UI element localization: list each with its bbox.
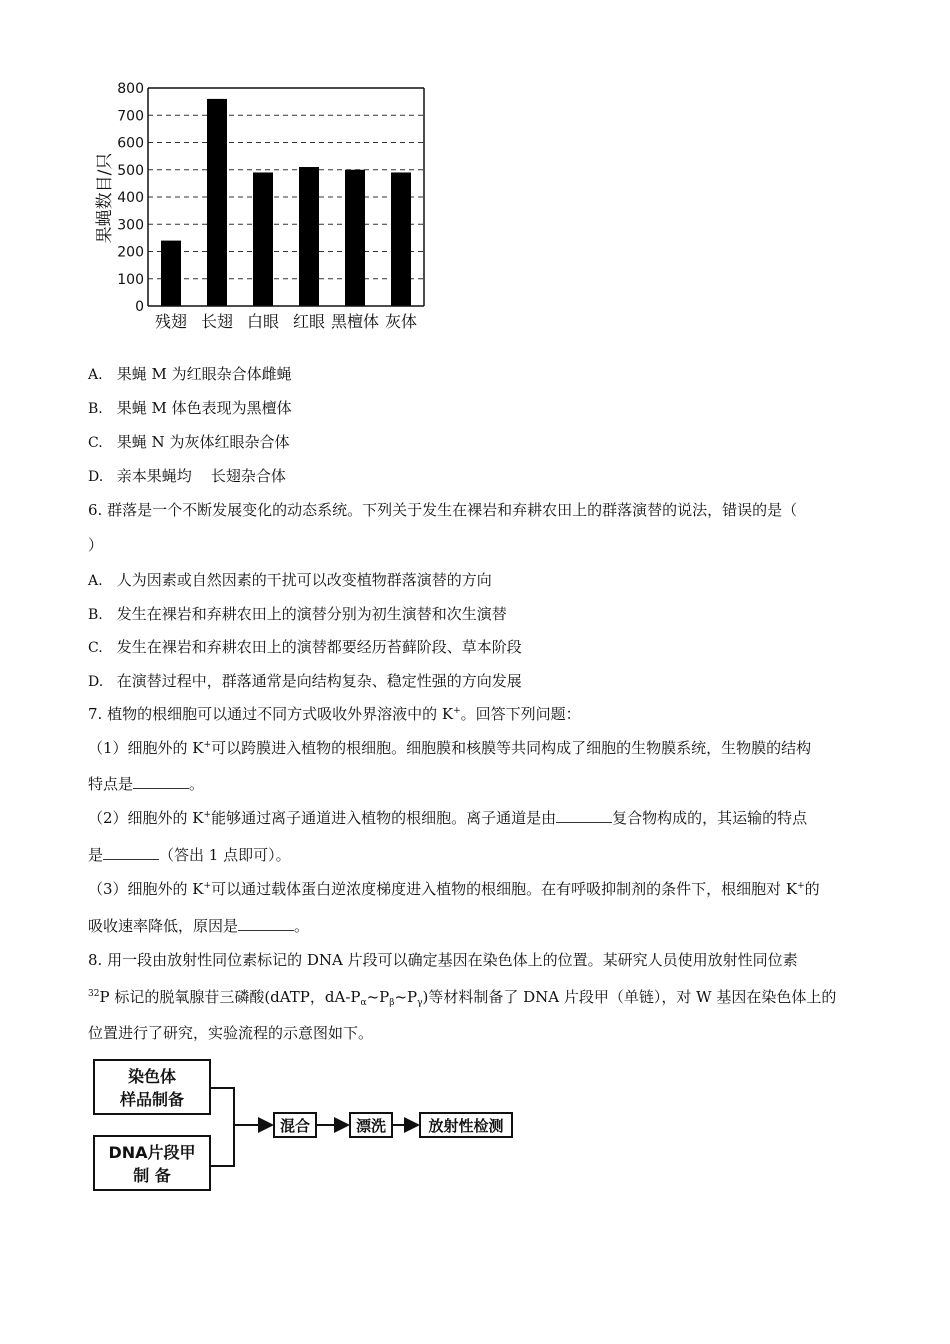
- q8-stem-line1: 8. 用一段由放射性同位素标记的 DNA 片段可以确定基因在染色体上的位置。某研究人员使用放射性同位素: [88, 951, 798, 969]
- y-tick-label: 300: [117, 217, 144, 234]
- chart-gridlines: [148, 115, 424, 279]
- bar-5: [391, 172, 411, 306]
- answer-blank: [238, 916, 294, 931]
- q7-p1-a: （1）细胞外的 K: [88, 739, 204, 757]
- y-axis-label: 果蝇数目/只: [95, 152, 115, 244]
- bar-1: [207, 99, 227, 306]
- q8-l2-c: ~P: [394, 988, 418, 1006]
- option-letter: C.: [88, 640, 103, 656]
- q7-p3-sup: +: [203, 881, 212, 891]
- q7-p3-e: 。: [294, 917, 310, 935]
- detect-step-label: 放射性检测: [428, 1117, 504, 1135]
- q6-stem-line1: 6. 群落是一个不断发展变化的动态系统。下列关于发生在裸岩和弃耕农田上的群落演替的说法，错误的是（: [88, 501, 798, 519]
- x-tick-label: 长翅: [200, 312, 234, 331]
- fly-count-bar-chart: [90, 78, 430, 338]
- option-text: 果蝇 N 为灰体红眼杂合体: [116, 433, 290, 451]
- q8-l2-b: ~P: [366, 988, 390, 1006]
- q8-sup-32: 32: [88, 989, 100, 999]
- q5-option-c: [88, 432, 289, 453]
- q6-option-a: [88, 570, 492, 591]
- q7-part2-line2: [88, 845, 291, 865]
- y-tick-label: 700: [117, 108, 144, 125]
- q5-option-a: [88, 364, 292, 385]
- y-tick-label: 200: [117, 244, 144, 261]
- y-tick-label: 0: [135, 299, 144, 315]
- q7-stem-b: 。回答下列问题：: [460, 705, 581, 723]
- answer-blank: [103, 845, 159, 860]
- q8-l2-a: P 标记的脱氧腺苷三磷酸(dATP，dA-P: [99, 988, 361, 1006]
- chart-x-ticks: [155, 312, 417, 331]
- q8-stem-line2: [88, 987, 836, 1007]
- q7-p2-e: （答出 1 点即可）。: [159, 846, 291, 864]
- x-tick-label: 红眼: [292, 312, 326, 331]
- option-letter: D.: [88, 469, 104, 485]
- q6-option-c: [88, 637, 522, 658]
- x-tick-label: 灰体: [384, 312, 418, 331]
- answer-blank: [133, 774, 189, 789]
- wash-step-label: 漂洗: [355, 1117, 387, 1135]
- q7-part3-line2: [88, 916, 309, 936]
- box1-line1: 染色体: [127, 1067, 177, 1086]
- x-tick-label: 残翅: [154, 312, 188, 331]
- q7-part1-line1: [88, 738, 811, 758]
- box2-line1: DNA片段甲: [108, 1143, 196, 1162]
- option-text: 发生在裸岩和弃耕农田上的演替都要经历苔藓阶段、草本阶段: [116, 638, 522, 656]
- q5-option-b: [88, 398, 292, 419]
- box2-line2: 制 备: [133, 1166, 171, 1185]
- x-tick-label: 白眼: [246, 312, 280, 331]
- q6-stem-line2: ）: [88, 536, 104, 554]
- q7-p3-a: （3）细胞外的 K: [88, 880, 204, 898]
- q7-p3-sup2: +: [797, 881, 805, 891]
- q8-l2-d: )等材料制备了 DNA 片段甲（单链），对 W 基因在染色体上的: [422, 988, 837, 1006]
- q7-p3-d: 吸收速率降低，原因是: [88, 917, 239, 935]
- q7-p1-b: 可以跨膜进入植物的根细胞。细胞膜和核膜等共同构成了细胞的生物膜系统，生物膜的结构: [211, 739, 812, 757]
- q7-p2-a: （2）细胞外的 K: [88, 809, 204, 827]
- q7-p2-c: 复合物构成的，其运输的特点: [612, 809, 808, 827]
- q7-p3-b: 可以通过载体蛋白逆浓度梯度进入植物的根细胞。在有呼吸抑制剂的条件下，根细胞对 K: [211, 880, 798, 898]
- q8-sub-alpha: α: [360, 998, 367, 1008]
- y-tick-label: 500: [117, 162, 144, 179]
- y-tick-label: 800: [117, 81, 144, 97]
- mix-step-label: 混合: [279, 1117, 311, 1135]
- option-letter: D.: [88, 674, 104, 690]
- chart-y-ticks: [117, 81, 144, 315]
- y-tick-label: 600: [117, 135, 144, 152]
- q7-p3-c: 的: [804, 880, 820, 898]
- y-tick-label: 100: [117, 271, 144, 288]
- answer-blank: [556, 808, 612, 823]
- option-text: 果蝇 M 为红眼杂合体雌蝇: [116, 365, 292, 383]
- q7-part3-line1: [88, 879, 820, 899]
- bar-3: [299, 167, 319, 306]
- bar-4: [345, 170, 365, 306]
- q7-p1-sup: +: [203, 740, 212, 750]
- experiment-flow-diagram: [92, 1058, 522, 1198]
- option-letter: C.: [88, 435, 103, 451]
- box1-line2: 样品制备: [119, 1090, 185, 1109]
- option-letter: A.: [88, 573, 103, 589]
- option-text: 果蝇 M 体色表现为黑檀体: [116, 399, 292, 417]
- option-text: 人为因素或自然因素的干扰可以改变植物群落演替的方向: [116, 571, 492, 589]
- q7-p1-c: 特点是: [88, 775, 134, 793]
- option-text: 亲本果蝇均 长翅杂合体: [116, 467, 286, 485]
- x-tick-label: 黑檀体: [330, 312, 380, 331]
- q6-option-b: [88, 604, 507, 625]
- q7-part1-line2: [88, 774, 204, 794]
- q8-stem-line3: 位置进行了研究，实验流程的示意图如下。: [88, 1024, 374, 1042]
- y-tick-label: 400: [117, 190, 144, 206]
- q7-stem-a: 7. 植物的根细胞可以通过不同方式吸收外界溶液中的 K: [88, 705, 454, 723]
- option-letter: A.: [88, 367, 103, 383]
- q7-p1-d: 。: [189, 775, 205, 793]
- option-letter: B.: [88, 607, 103, 623]
- q7-stem: [88, 704, 581, 724]
- option-text: 在演替过程中，群落通常是向结构复杂、稳定性强的方向发展: [116, 672, 522, 690]
- q8-sub-gamma: γ: [417, 998, 423, 1008]
- q6-option-d: [88, 671, 522, 692]
- bar-0: [161, 241, 181, 306]
- q8-sub-beta: β: [389, 998, 395, 1008]
- bar-2: [253, 172, 273, 306]
- option-text: 发生在裸岩和弃耕农田上的演替分别为初生演替和次生演替: [116, 605, 507, 623]
- q7-stem-sup: +: [453, 706, 461, 716]
- q7-p2-d: 是: [88, 846, 104, 864]
- q7-part2-line1: [88, 808, 807, 828]
- chart-bars: [161, 99, 411, 306]
- q7-p2-b: 能够通过离子通道进入植物的根细胞。离子通道是由: [211, 809, 557, 827]
- q7-p2-sup: +: [203, 810, 212, 820]
- q5-option-d: [88, 466, 286, 487]
- option-letter: B.: [88, 401, 103, 417]
- merge-connector: [210, 1088, 234, 1166]
